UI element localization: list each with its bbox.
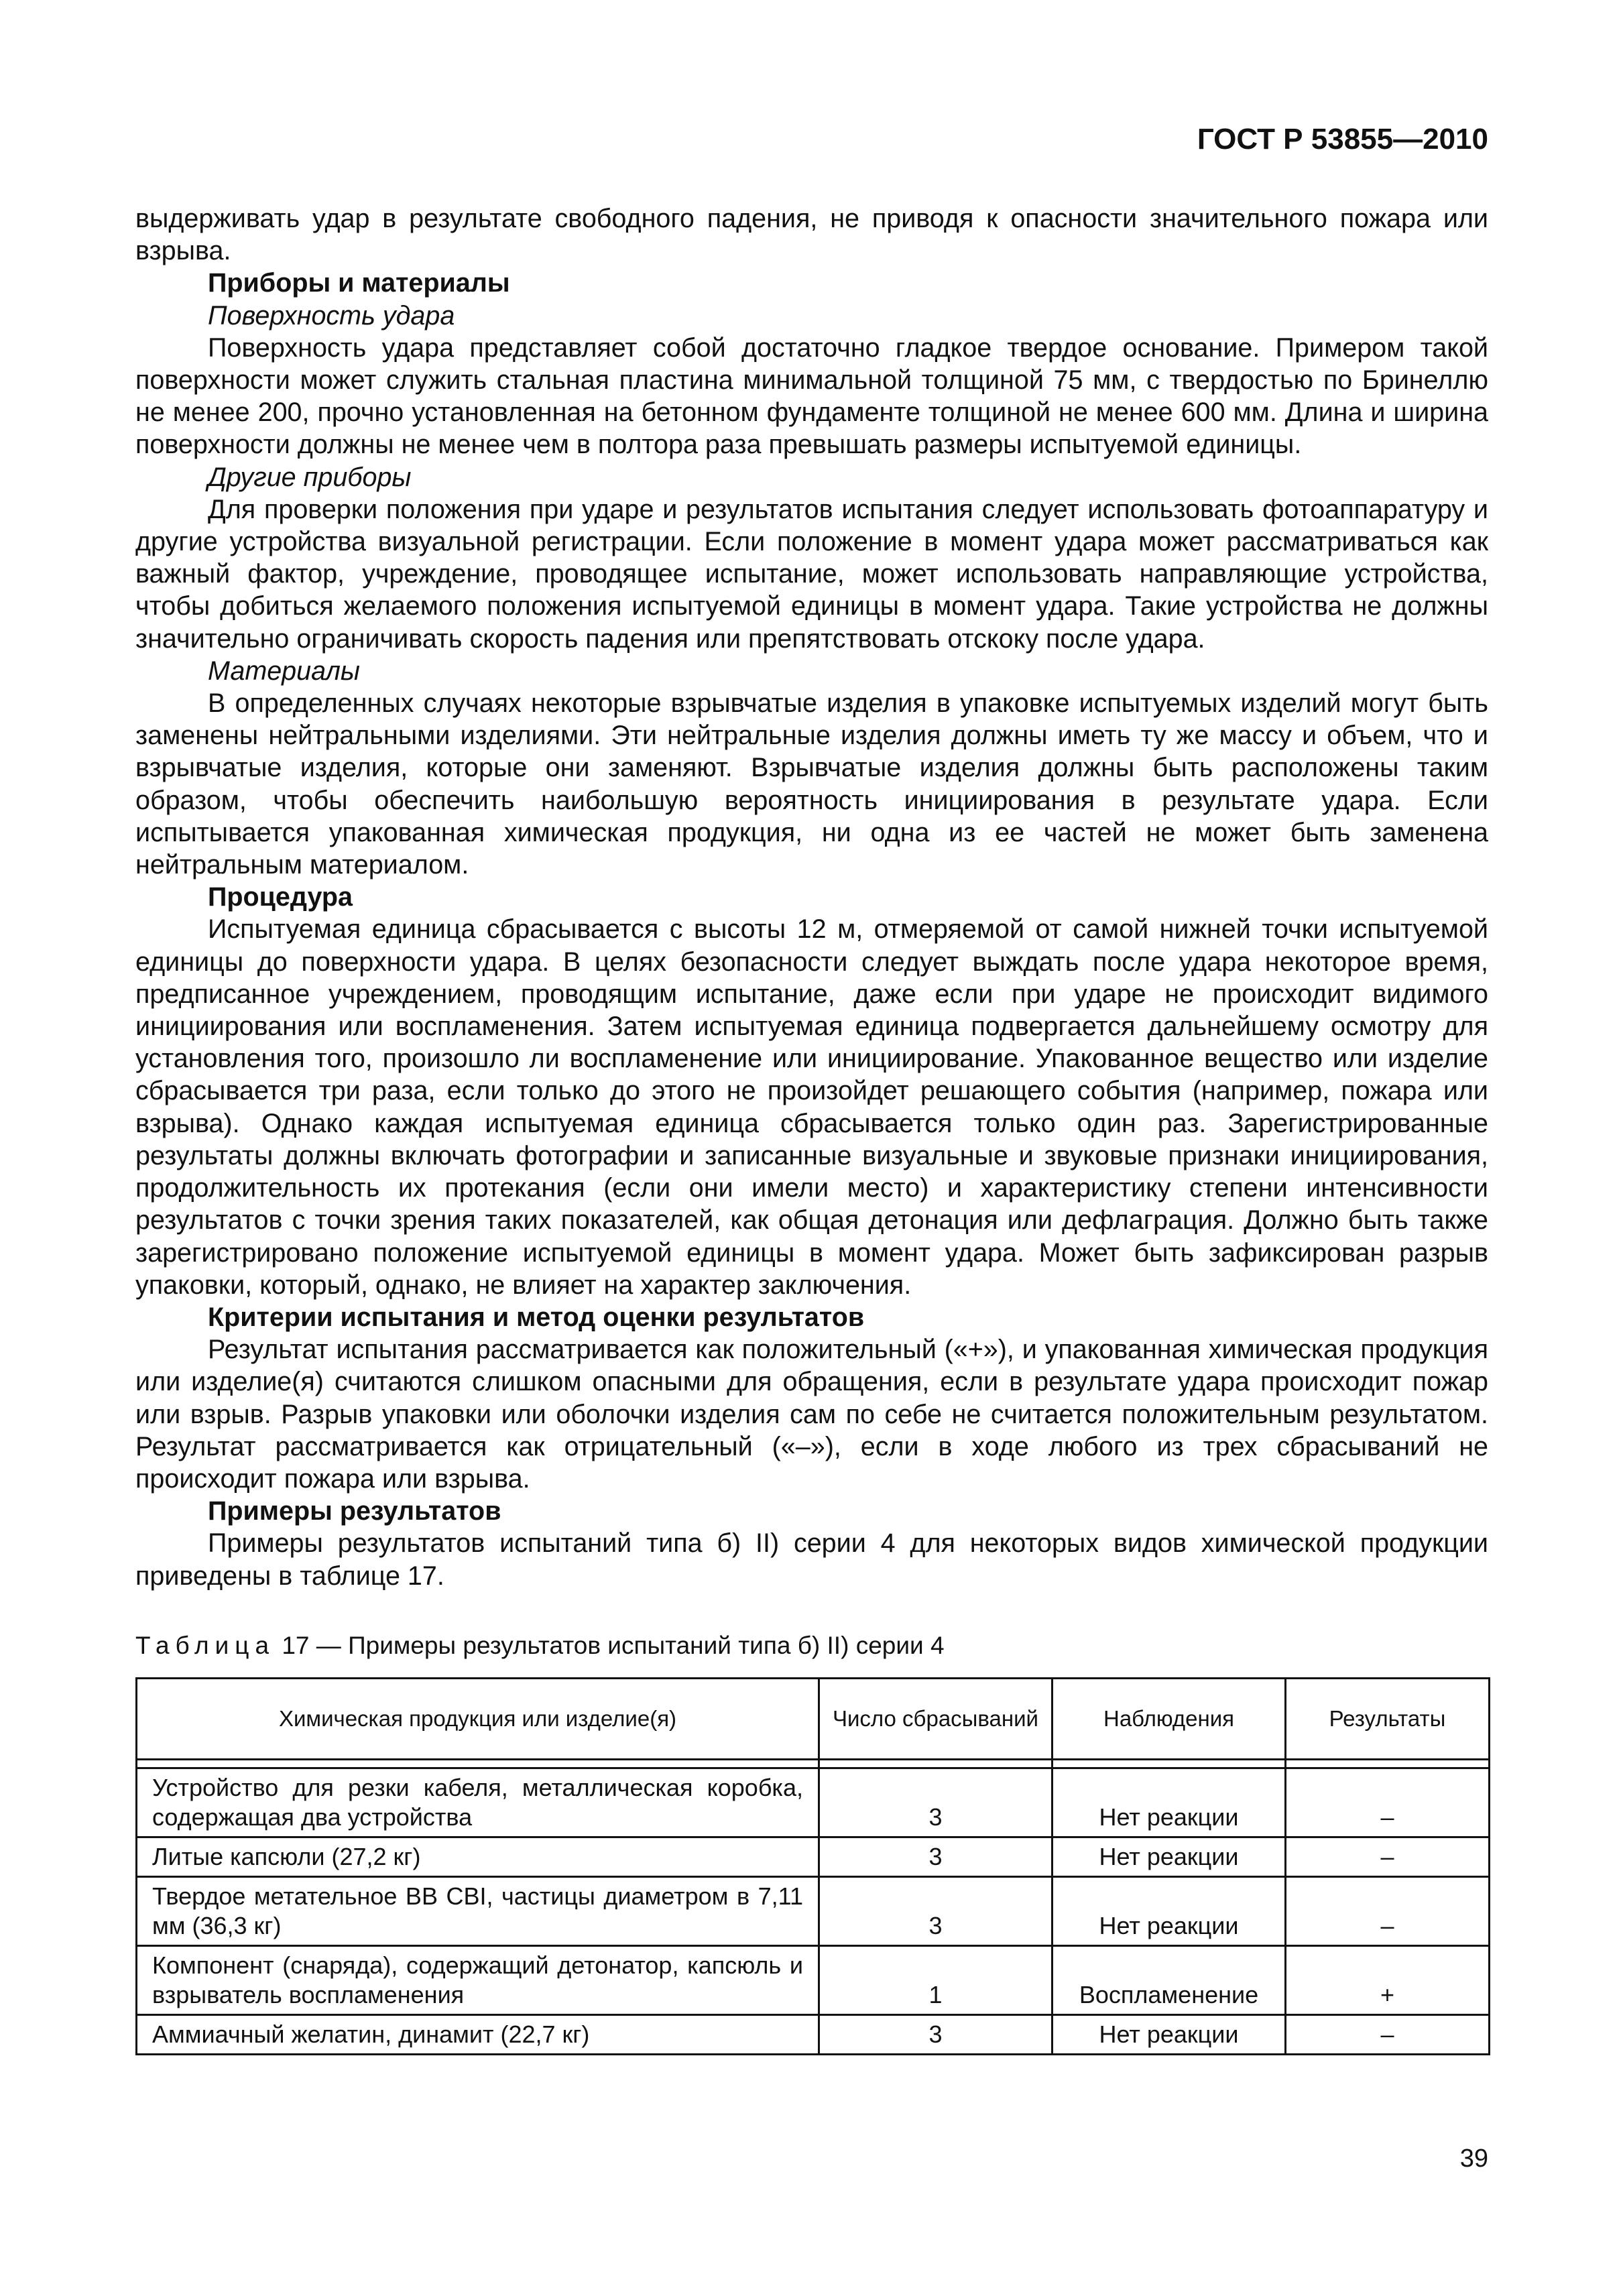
table-row — [137, 1837, 1490, 1877]
page-number: 39 — [1459, 2144, 1488, 2173]
cell-result: – — [1286, 1768, 1490, 1837]
cell-observation: Нет реакции — [1053, 2015, 1286, 2055]
paragraph: Испытуемая единица сбрасывается с высоты 12 м, отмеряемой от самой нижней точки испытуемой единицы до поверхности удара. В целях безопасности следует выждать после удара некоторое время, предписанное учреждением, проводящим испытание, даже если при ударе не происходит видимого инициирования или воспламенения. Затем испытуемая единица подвергается дальнейшему осмотру для установления того, произошло ли воспламенение или инициирование. Упакованное вещество или изделие сбрасывается три раза, если только до этого не произойдет решающего события (например, пожара или взрыва). Однако каждая испытуемая единица сбрасывается только один раз. Зарегистрированные результаты должны включать фотографии и записанные визуальные и звуковые признаки инициирования, продолжительность их протекания (если они имели место) и характеристику степени интенсивности результатов с точки зрения таких показателей, как общая детонация или дефлаграция. Должно быть также зарегистрировано положение испытуемой единицы в момент удара. Может быть зафиксирован разрыв упаковки, который, однако, не влияет на характер заключения. — [135, 914, 1488, 1300]
document-body — [135, 202, 1488, 1592]
paragraph: Примеры результатов испытаний типа б) II) серии 4 для некоторых видов химической продукции приведены в таблице 17. — [135, 1528, 1488, 1591]
cell-result: – — [1286, 1837, 1490, 1877]
cell-drops: 1 — [819, 1946, 1053, 2015]
cell-result: – — [1286, 2015, 1490, 2055]
section-heading: Примеры результатов — [208, 1496, 501, 1526]
table-row — [137, 1877, 1490, 1946]
header-observations: Наблюдения — [1053, 1679, 1286, 1760]
table-caption-text: 17 — Примеры результатов испытаний типа б) II) серии 4 — [275, 1632, 945, 1659]
paragraph: Для проверки положения при ударе и результатов испытания следует использовать фотоаппаратуру и другие устройства визуальной регистрации. Если положение в момент удара может рассматриваться как важный фактор, учреждение, проводящее испытание, может использовать направляющие устройства, чтобы добиться желаемого положения испытуемой единицы в момент удара. Такие устройства не должны значительно ограничивать скорость падения или препятствовать отскоку после удара. — [135, 494, 1488, 654]
cell-product: Аммиачный желатин, динамит (22,7 кг) — [137, 2015, 819, 2055]
table-row — [137, 1768, 1490, 1837]
table-row — [137, 2015, 1490, 2055]
subsection-heading: Другие приборы — [208, 462, 412, 492]
header-product: Химическая продукция или изделие(я) — [137, 1679, 819, 1760]
paragraph: В определенных случаях некоторые взрывчатые изделия в упаковке испытуемых изделий могут быть заменены нейтральными изделиями. Эти нейтральные изделия должны иметь ту же массу и объем, что и взрывчатые изделия, которые они заменяют. Взрывчатые изделия должны быть расположены таким образом, чтобы обеспечить наибольшую вероятность инициирования в результате удара. Если испытывается упакованная химическая продукция, ни одна из ее частей не может быть заменена нейтральным материалом. — [135, 688, 1488, 880]
table-caption-label: Таблица — [135, 1632, 276, 1659]
table-caption — [135, 1630, 1476, 1661]
section-heading: Процедура — [208, 882, 353, 912]
cell-product: Литые капсюли (27,2 кг) — [137, 1837, 819, 1877]
section-heading: Критерии испытания и метод оценки результатов — [208, 1302, 865, 1332]
header-drops: Число сбрасываний — [819, 1679, 1053, 1760]
cell-product: Твердое метательное ВВ CBI, частицы диаметром в 7,11 мм (36,3 кг) — [137, 1877, 819, 1946]
table-spacer-row — [137, 1760, 1490, 1768]
section-heading: Приборы и материалы — [208, 268, 510, 298]
cell-drops: 3 — [819, 2015, 1053, 2055]
standard-designation: ГОСТ Р 53855—2010 — [1197, 123, 1488, 156]
cell-drops: 3 — [819, 1768, 1053, 1837]
cell-drops: 3 — [819, 1837, 1053, 1877]
cell-product: Устройство для резки кабеля, металлическая коробка, содержащая два устройства — [137, 1768, 819, 1837]
subsection-heading: Поверхность удара — [208, 300, 455, 330]
paragraph: Поверхность удара представляет собой достаточно гладкое твердое основание. Примером такой поверхности может служить стальная пластина минимальной толщиной 75 мм, с твердостью по Бринеллю не менее 200, прочно установленная на бетонном фундаменте толщиной не менее 600 мм. Длина и ширина поверхности должны не менее чем в полтора раза превышать размеры испытуемой единицы. — [135, 333, 1488, 460]
cell-observation: Воспламенение — [1053, 1946, 1286, 2015]
cell-product: Компонент (снаряда), содержащий детонатор, капсюль и взрыватель воспламенения — [137, 1946, 819, 2015]
cell-result: – — [1286, 1877, 1490, 1946]
header-results: Результаты — [1286, 1679, 1490, 1760]
paragraph: выдерживать удар в результате свободного падения, не приводя к опасности значительного пожара или взрыва. — [135, 204, 1488, 266]
cell-observation: Нет реакции — [1053, 1768, 1286, 1837]
cell-observation: Нет реакции — [1053, 1837, 1286, 1877]
results-table — [135, 1677, 1490, 2055]
results-table-container — [135, 1677, 1488, 2055]
cell-result: + — [1286, 1946, 1490, 2015]
table-header-row — [137, 1679, 1490, 1760]
subsection-heading: Материалы — [208, 656, 360, 686]
cell-observation: Нет реакции — [1053, 1877, 1286, 1946]
table-row — [137, 1946, 1490, 2015]
cell-drops: 3 — [819, 1877, 1053, 1946]
paragraph: Результат испытания рассматривается как положительный («+»), и упакованная химическая продукция или изделие(я) считаются слишком опасными для обращения, если в результате удара происходит пожар или взрыв. Разрыв упаковки или оболочки изделия сам по себе не считается положительным результатом. Результат рассматривается как отрицательный («–»), если в ходе любого из трех сбрасываний не происходит пожара или взрыва. — [135, 1335, 1488, 1494]
